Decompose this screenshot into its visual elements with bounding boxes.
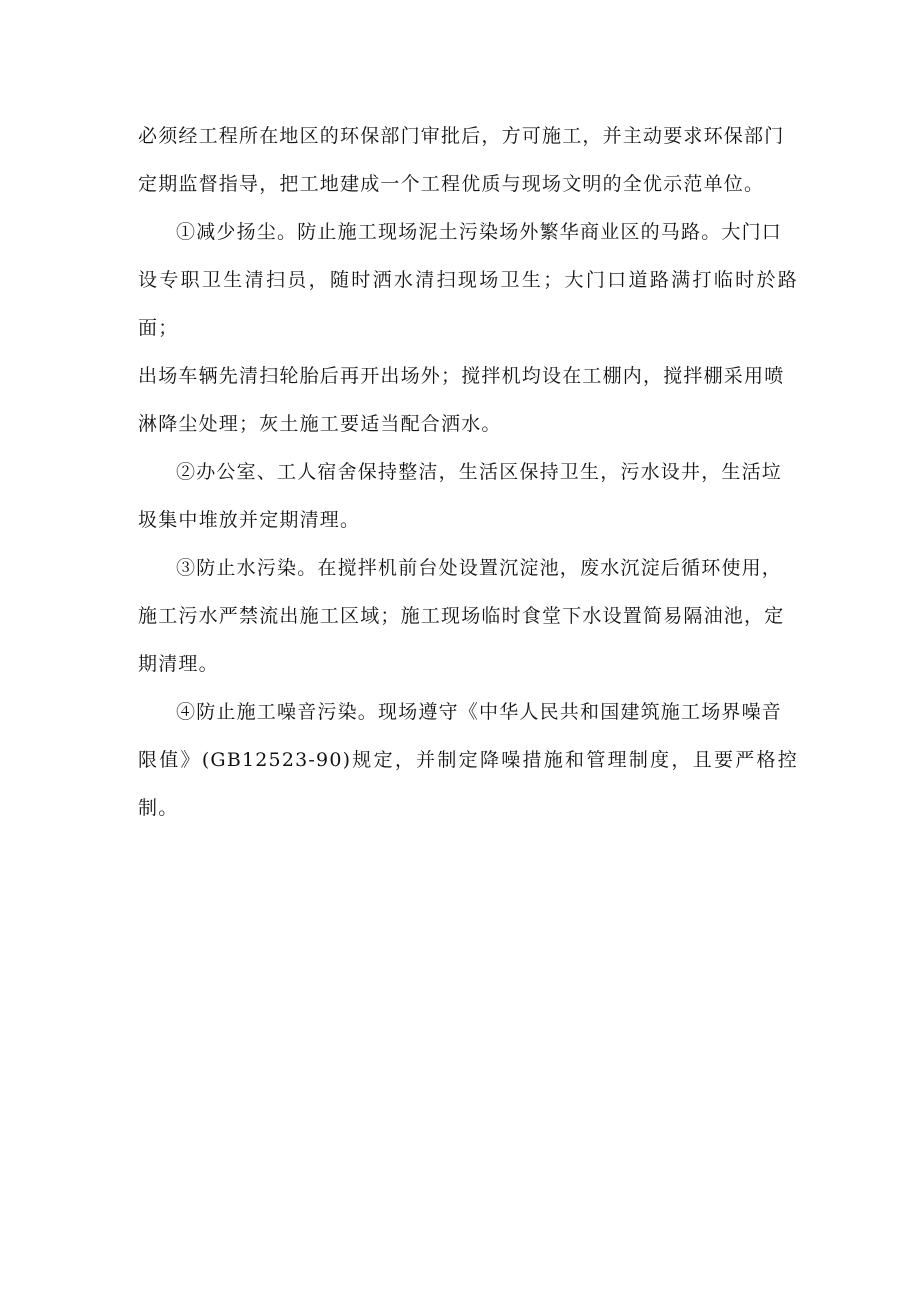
text-line: ③防止水污染。在搅拌机前台处设置沉淀池，废水沉淀后循环使用， <box>176 557 783 579</box>
text-line: ②办公室、工人宿舍保持整洁，生活区保持卫生，污水设井，生活垃 <box>176 461 783 483</box>
paragraph-dust-reduction <box>138 208 798 448</box>
text-line: 出场车辆先清扫轮胎后再开出场外；搅拌机均设在工棚内，搅拌棚采用喷 <box>138 365 785 387</box>
text-line: 淋降尘处理；灰土施工要适当配合洒水。 <box>138 413 502 435</box>
text-line: 期清理。 <box>138 653 219 675</box>
text-line: 圾集中堆放并定期清理。 <box>138 509 361 531</box>
paragraph-office-dormitory <box>138 448 798 544</box>
text-line: 定期监督指导，把工地建成一个工程优质与现场文明的全优示范单位。 <box>138 173 765 195</box>
text-line: 必须经工程所在地区的环保部门审批后，方可施工，并主动要求环保部门 <box>138 125 785 147</box>
paragraph-noise-pollution <box>138 688 798 832</box>
text-line: ④防止施工噪音污染。现场遵守《中华人民共和国建筑施工场界噪音 <box>176 701 783 723</box>
text-line: 限值》(GB12523-90)规定，并制定降噪措施和管理制度，且要严格控制。 <box>138 749 798 819</box>
text-line: ①减少扬尘。防止施工现场泥土污染场外繁华商业区的马路。大门口 <box>176 221 783 243</box>
text-line: 设专职卫生清扫员，随时洒水清扫现场卫生；大门口道路满打临时於路面； <box>138 269 798 339</box>
paragraph-intro-continuation <box>138 112 798 208</box>
text-line: 施工污水严禁流出施工区域；施工现场临时食堂下水设置简易隔油池，定 <box>138 605 785 627</box>
paragraph-water-pollution <box>138 544 798 688</box>
document-body <box>138 112 798 832</box>
